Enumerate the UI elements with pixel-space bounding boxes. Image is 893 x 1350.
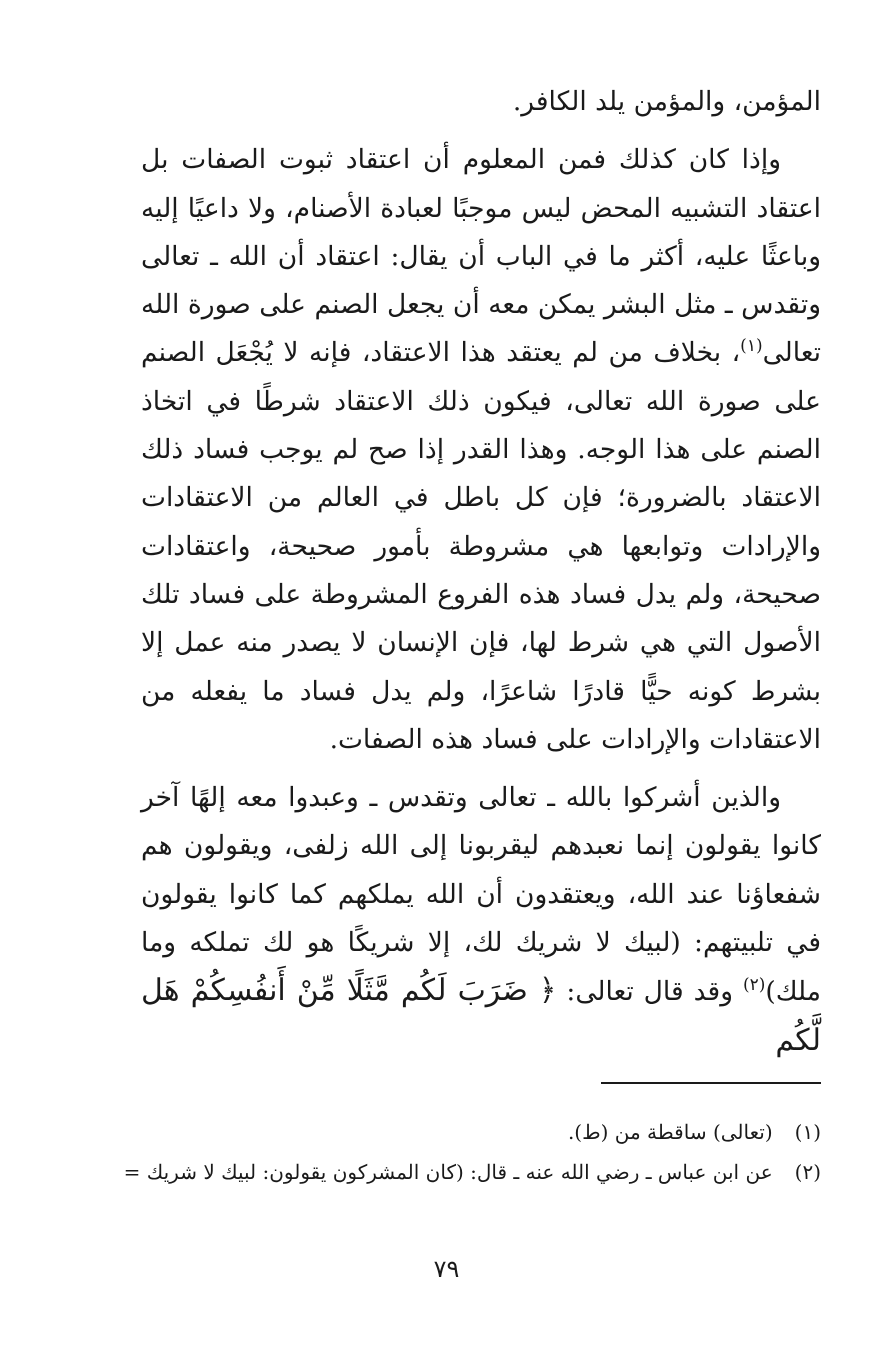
footnote-divider xyxy=(601,1082,821,1084)
footnote-1 xyxy=(131,1112,821,1152)
text-segment: والذين أشركوا بالله ـ تعالى وتقدس ـ وعبدوا معه إلهًا آخر كانوا يقولون إنما نعبدهم ليقربونا إلى الله زلفى، ويقولون هم شفعاؤنا عند الله، ويعتقدون أن الله يملكهم كما كانوا يقولون في تلبيتهم: (لبيك لا شريك لك، إلا شريكًا هو لك تملكه وما ملك) xyxy=(141,782,821,1008)
footnote-text: (تعالى) ساقطة من (ط). xyxy=(567,1120,773,1144)
text-segment: وقد قال تعالى: xyxy=(556,976,743,1008)
page-number: ٧٩ xyxy=(433,1255,460,1283)
main-text xyxy=(141,78,821,1066)
footnote-number: (١) xyxy=(794,1120,821,1144)
footnote-text: عن ابن عباس ـ رضي الله عنه ـ قال: (كان المشركون يقولون: لبيك لا شريك = xyxy=(123,1160,773,1184)
paragraph-1 xyxy=(141,78,821,126)
quran-verse: ﴿ ضَرَبَ لَكُم مَّثَلًا مِّنْ أَنفُسِكُمْ هَل لَّكُم xyxy=(141,973,821,1058)
text-segment: وإذا كان كذلك فمن المعلوم أن اعتقاد ثبوت الصفات بل اعتقاد التشبيه المحض ليس موجبًا لعبادة الأصنام، ولا داعيًا إليه وباعثًا عليه، أكثر ما في الباب أن يقال: اعتقاد أن الله ـ تعالى وتقدس ـ مثل البشر يمكن معه أن يجعل الصنم على صورة الله تعالى xyxy=(141,144,821,369)
footnote-ref-2: (٢) xyxy=(742,975,766,996)
text-segment: المؤمن، والمؤمن يلد الكافر. xyxy=(512,86,821,117)
footnote-2 xyxy=(123,1152,821,1192)
paragraph-3 xyxy=(141,774,821,1066)
footnote-number: (٢) xyxy=(794,1160,821,1184)
paragraph-2 xyxy=(141,136,821,764)
footnotes xyxy=(123,1112,821,1192)
footnote-ref-1: (١) xyxy=(740,336,763,357)
text-segment: ، بخلاف من لم يعتقد هذا الاعتقاد، فإنه لا يُجْعَل الصنم على صورة الله تعالى، فيكون ذلك الاعتقاد شرطًا في اتخاذ الصنم على هذا الوجه. وهذا القدر إذا صح لم يوجب فساد ذلك الاعتقاد بالضرورة؛ فإن كل باطل في العالم من الاعتقادات والإرادات وتوابعها هي مشروطة بأمور صحيحة، واعتقادات صحيحة، ولم يدل فساد هذه الفروع المشروطة على فساد تلك الأصول التي هي شرط لها، فإن الإنسان لا يصدر منه عمل إلا بشرط كونه حيًّا قادرًا شاعرًا، ولم يدل فساد ما يفعله من الاعتقادات والإرادات على فساد هذه الصفات. xyxy=(141,337,821,755)
